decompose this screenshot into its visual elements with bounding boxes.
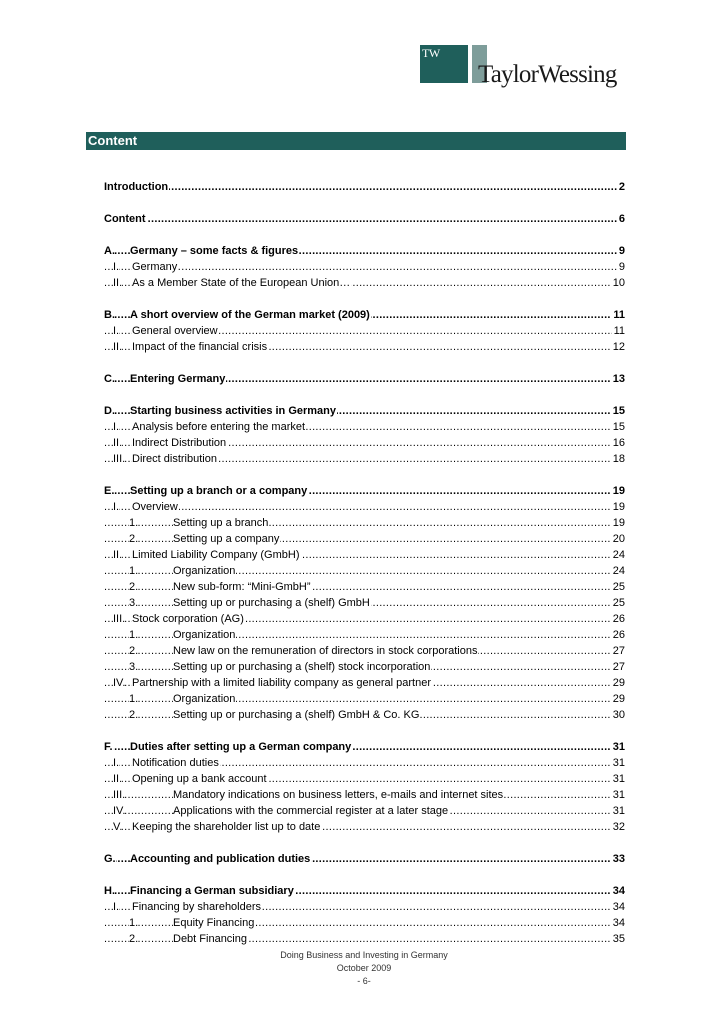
toc-entry[interactable] [104,771,625,787]
toc-entry-number: 1. [129,565,139,577]
toc-entry-label: As a Member State of the European Union… [132,277,351,289]
toc-spacer [104,867,625,883]
toc-entry-number: 3. [129,661,139,673]
toc-entry-label: Financing a German subsidiary [130,885,294,897]
toc-entry[interactable] [104,579,625,595]
toc-entry[interactable] [104,803,625,819]
toc-entry-page: 27 [612,661,625,673]
toc-entry-number: 1. [129,629,139,641]
toc-entry-label: New sub-form: “Mini-GmbH” [173,581,311,593]
toc-entry-page: 11 [613,325,625,337]
toc-entry-label: Debt Financing [173,933,247,945]
toc-entry-number: G. [104,853,116,865]
toc-entry-page: 2 [618,181,625,193]
toc-entry-label: General overview [132,325,218,337]
toc-entry[interactable] [104,659,625,675]
toc-entry-number: 1. [129,517,139,529]
toc-entry-number: 1. [129,917,139,929]
toc-entry-label: Organization [173,565,236,577]
toc-entry-number: B. [104,309,115,321]
toc-entry-label: Partnership with a limited liability company as general partner [132,677,431,689]
toc-entry-number: E. [104,485,115,497]
toc-entry-label: Impact of the financial crisis [132,341,268,353]
toc-entry-page: 29 [612,693,625,705]
toc-entry-page: 19 [612,501,625,513]
toc-entry-label: Direct distribution [132,453,217,465]
toc-entry-label: Applications with the commercial register at a later stage [173,805,449,817]
toc-entry[interactable] [104,883,625,899]
toc-entry-number: 2. [129,645,139,657]
toc-entry-number: D. [104,405,115,417]
table-of-contents [104,179,625,947]
toc-leader-dots [104,211,625,227]
toc-entry-page: 18 [612,453,625,465]
toc-entry-label: Notification duties [132,757,219,769]
toc-entry-page: 34 [612,885,625,897]
toc-entry[interactable] [104,819,625,835]
toc-entry-number: 2. [129,533,139,545]
toc-entry[interactable] [104,371,625,387]
toc-entry-number: 2. [129,933,139,945]
toc-entry-page: 20 [612,533,625,545]
toc-entry[interactable] [104,611,625,627]
toc-entry-page: 13 [612,373,625,385]
toc-entry-page: 25 [612,597,625,609]
toc-entry-number: II. [113,549,123,561]
toc-entry-label: Financing by shareholders [132,901,262,913]
toc-entry-page: 25 [612,581,625,593]
footer-title: Doing Business and Investing in Germany [280,950,448,960]
toc-entry-label: Setting up a company [173,533,280,545]
toc-entry-number: 1. [129,693,139,705]
toc-entry-label: Organization [173,629,236,641]
toc-entry-page: 11 [613,309,625,321]
toc-entry[interactable] [104,931,625,947]
toc-entry-page: 19 [612,485,625,497]
toc-entry[interactable] [104,403,625,419]
toc-entry-label: Indirect Distribution [132,437,227,449]
toc-entry[interactable] [104,899,625,915]
toc-entry-number: IV. [113,805,126,817]
toc-entry-page: 35 [612,933,625,945]
toc-entry-label: Starting business activities in Germany [130,405,337,417]
toc-entry-number: F. [104,741,113,753]
toc-entry-page: 15 [612,421,625,433]
toc-entry[interactable] [104,419,625,435]
toc-entry[interactable] [104,323,625,339]
toc-entry[interactable] [104,675,625,691]
toc-entry-page: 19 [612,517,625,529]
toc-entry-page: 32 [612,821,625,833]
page-title: Content [88,133,138,148]
logo-initials: TW [422,46,440,60]
toc-entry[interactable] [104,275,625,291]
toc-entry[interactable] [104,643,625,659]
toc-spacer [104,835,625,851]
toc-entry-label: Setting up or purchasing a (shelf) GmbH & Co. KG [173,709,420,721]
toc-entry-number: C. [104,373,115,385]
toc-entry-label: Stock corporation (AG) [132,613,244,625]
toc-entry-page: 9 [618,245,625,257]
toc-entry-number: I. [113,421,120,433]
toc-entry-page: 10 [612,277,625,289]
toc-entry-page: 12 [612,341,625,353]
toc-entry[interactable] [104,259,625,275]
toc-entry[interactable] [104,307,625,323]
section-title-bar [86,132,626,150]
toc-entry-page: 15 [612,405,625,417]
toc-entry-page: 9 [618,261,625,273]
toc-leader-dots [104,179,625,195]
toc-entry-page: 29 [612,677,625,689]
toc-entry-label: Germany… [132,261,189,273]
toc-entry-number: III. [113,453,126,465]
toc-entry-label: Germany – some facts & figures [130,245,299,257]
toc-entry-number: I. [113,261,120,273]
toc-entry-number: 3. [129,597,139,609]
toc-entry[interactable] [104,627,625,643]
toc-entry-label: Analysis before entering the market [132,421,306,433]
toc-entry-number: 2. [129,581,139,593]
toc-entry[interactable] [104,243,625,259]
toc-entry-number: III. [113,789,126,801]
toc-entry-label: Setting up a branch [173,517,269,529]
toc-leader-dots [104,499,625,515]
toc-entry-number: V. [113,821,123,833]
toc-entry-page: 16 [612,437,625,449]
toc-entry-page: 26 [612,613,625,625]
toc-entry-label: Accounting and publication duties [130,853,311,865]
footer-page-number: - 6- [357,976,371,986]
toc-entry-number: III. [113,613,126,625]
toc-entry-label: Equity Financing [173,917,255,929]
toc-entry-label: A short overview of the German market (2009) [130,309,370,321]
toc-entry-page: 31 [612,757,625,769]
toc-entry-label: Mandatory indications on business letters, e-mails and internet sites [173,789,504,801]
toc-entry-page: 24 [612,565,625,577]
toc-entry[interactable] [104,211,625,227]
toc-entry-number: II. [113,277,123,289]
toc-spacer [104,355,625,371]
toc-spacer [104,291,625,307]
toc-entry-number: H. [104,885,115,897]
toc-entry-label: Keeping the shareholder list up to date [132,821,321,833]
toc-entry-number: II. [113,437,123,449]
toc-entry[interactable] [104,515,625,531]
toc-entry-number: I. [113,325,120,337]
toc-spacer [104,387,625,403]
toc-entry[interactable] [104,339,625,355]
toc-entry[interactable] [104,531,625,547]
toc-spacer [104,467,625,483]
toc-entry-label: Content [104,213,146,225]
toc-entry-page: 24 [612,549,625,561]
toc-entry-number: I. [113,501,120,513]
logo-name: TaylorWessing [478,61,617,88]
toc-entry[interactable] [104,787,625,803]
toc-entry-page: 31 [612,789,625,801]
toc-entry[interactable] [104,451,625,467]
toc-entry-page: 26 [612,629,625,641]
toc-spacer [104,195,625,211]
toc-entry-label: Overview [132,501,178,513]
toc-entry[interactable] [104,755,625,771]
toc-entry[interactable] [104,547,625,563]
toc-entry-page: 30 [612,709,625,721]
toc-entry-page: 27 [612,645,625,657]
toc-entry-label: Limited Liability Company (GmbH) [132,549,300,561]
toc-entry[interactable] [104,563,625,579]
toc-entry[interactable] [104,595,625,611]
toc-entry[interactable] [104,483,625,499]
toc-entry-label: New law on the remuneration of directors in stock corporations [173,645,478,657]
toc-entry-number: II. [113,341,123,353]
toc-entry-page: 31 [612,805,625,817]
footer-date: October 2009 [336,963,392,973]
toc-entry-label: Introduction [104,181,169,193]
toc-entry-label: Opening up a bank account [132,773,267,785]
toc-entry-page: 6 [618,213,625,225]
toc-entry-number: IV. [113,677,126,689]
toc-entry-number: I. [113,757,120,769]
toc-entry[interactable] [104,707,625,723]
toc-entry-label: Duties after setting up a German company [130,741,352,753]
toc-entry-number: I. [113,901,120,913]
toc-entry-number: 2. [129,709,139,721]
toc-entry[interactable] [104,739,625,755]
toc-entry-label: Organization [173,693,236,705]
toc-entry-page: 31 [612,773,625,785]
toc-entry-page: 33 [612,853,625,865]
logo-square [420,45,468,83]
toc-entry-number: A. [104,245,115,257]
toc-entry[interactable] [104,435,625,451]
toc-entry-label: Setting up or purchasing a (shelf) GmbH [173,597,370,609]
toc-spacer [104,723,625,739]
toc-entry-page: 34 [612,901,625,913]
toc-entry-number: II. [113,773,123,785]
toc-entry-label: Setting up or purchasing a (shelf) stock incorporation [173,661,431,673]
toc-entry[interactable] [104,691,625,707]
toc-entry[interactable] [104,915,625,931]
toc-entry[interactable] [104,851,625,867]
toc-entry-page: 34 [612,917,625,929]
toc-entry[interactable] [104,499,625,515]
toc-entry-page: 31 [612,741,625,753]
toc-entry-label: Entering Germany [130,373,226,385]
toc-entry[interactable] [104,179,625,195]
toc-spacer [104,227,625,243]
toc-entry-label: Setting up a branch or a company [130,485,308,497]
